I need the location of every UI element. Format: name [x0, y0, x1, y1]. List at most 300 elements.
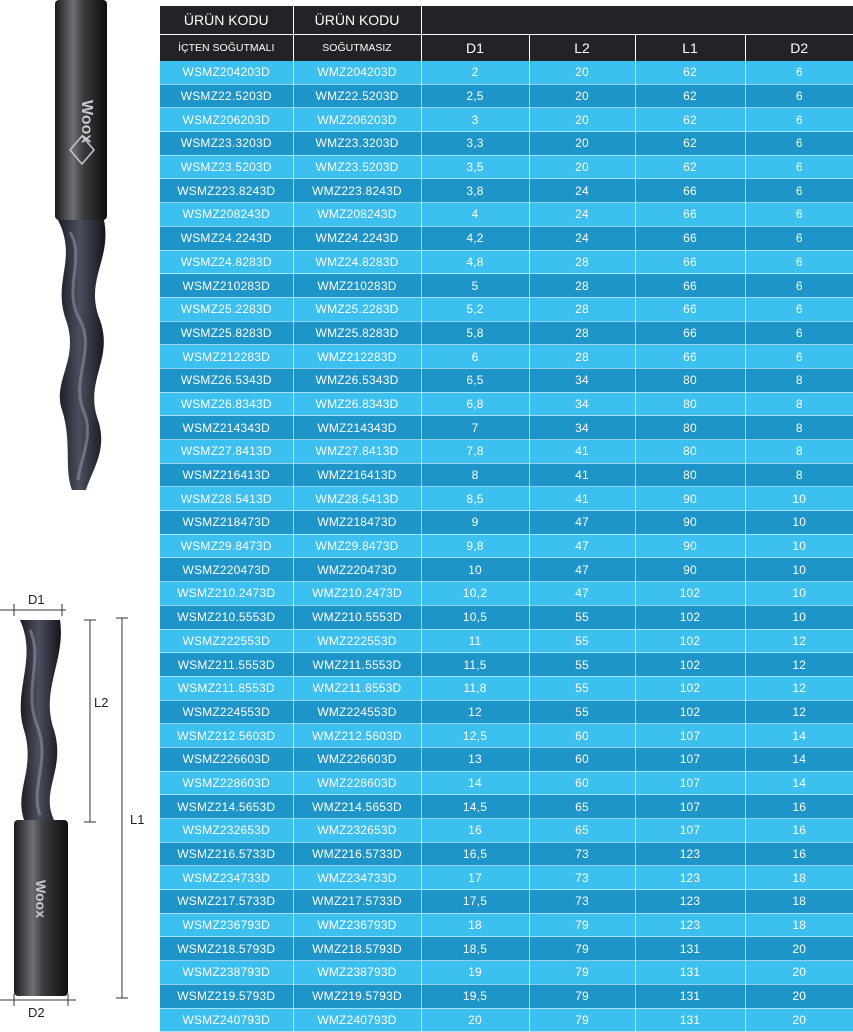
dim-label-d1: D1 — [28, 592, 45, 607]
cell-d1: 16 — [421, 819, 529, 843]
cell-code-internal: WSMZ24.8283D — [160, 250, 293, 274]
table-row — [160, 84, 853, 108]
cell-code-external: WMZ210283D — [293, 274, 421, 298]
cell-code-external: WMZ211.8553D — [293, 676, 421, 700]
table-row — [160, 629, 853, 653]
cell-l2: 60 — [529, 747, 635, 771]
cell-code-internal: WSMZ214.5653D — [160, 795, 293, 819]
cell-l2: 28 — [529, 250, 635, 274]
cell-d2: 18 — [745, 890, 853, 914]
cell-d2: 8 — [745, 392, 853, 416]
table-row — [160, 1008, 853, 1032]
cell-l2: 24 — [529, 226, 635, 250]
cell-l2: 41 — [529, 463, 635, 487]
table-row — [160, 842, 853, 866]
cell-l2: 47 — [529, 511, 635, 535]
cell-d2: 6 — [745, 155, 853, 179]
cell-code-external: WMZ24.2243D — [293, 226, 421, 250]
cell-d1: 9 — [421, 511, 529, 535]
svg-text:Woox: Woox — [78, 100, 95, 144]
cell-l2: 28 — [529, 321, 635, 345]
cell-l1: 90 — [635, 511, 745, 535]
cell-code-internal: WSMZ224553D — [160, 700, 293, 724]
cell-code-internal: WSMZ223.8243D — [160, 179, 293, 203]
table-row — [160, 487, 853, 511]
cell-d2: 12 — [745, 700, 853, 724]
cell-code-internal: WSMZ24.2243D — [160, 226, 293, 250]
cell-d2: 16 — [745, 842, 853, 866]
cell-code-internal: WSMZ25.2283D — [160, 297, 293, 321]
cell-code-internal: WSMZ220473D — [160, 558, 293, 582]
cell-code-internal: WSMZ206203D — [160, 108, 293, 132]
header-l2: L2 — [529, 35, 635, 62]
cell-code-internal: WSMZ219.5793D — [160, 984, 293, 1008]
cell-d1: 10,2 — [421, 582, 529, 606]
table-row — [160, 392, 853, 416]
cell-code-internal: WSMZ210.2473D — [160, 582, 293, 606]
cell-l2: 55 — [529, 605, 635, 629]
cell-l2: 34 — [529, 416, 635, 440]
table-row — [160, 250, 853, 274]
cell-code-external: WMZ228603D — [293, 771, 421, 795]
cell-d1: 3 — [421, 108, 529, 132]
cell-d1: 4,8 — [421, 250, 529, 274]
cell-code-external: WMZ226603D — [293, 747, 421, 771]
cell-code-internal: WSMZ236793D — [160, 913, 293, 937]
cell-d1: 3,8 — [421, 179, 529, 203]
cell-code-external: WMZ217.5733D — [293, 890, 421, 914]
cell-d1: 17 — [421, 866, 529, 890]
cell-code-internal: WSMZ23.5203D — [160, 155, 293, 179]
cell-d1: 9,8 — [421, 534, 529, 558]
cell-d2: 10 — [745, 487, 853, 511]
table-row — [160, 582, 853, 606]
cell-code-internal: WSMZ214343D — [160, 416, 293, 440]
header-l1: L1 — [635, 35, 745, 62]
cell-d1: 12 — [421, 700, 529, 724]
cell-d1: 4 — [421, 203, 529, 227]
cell-d2: 16 — [745, 795, 853, 819]
dim-label-l2: L2 — [94, 695, 109, 710]
table-row — [160, 108, 853, 132]
cell-d1: 12,5 — [421, 724, 529, 748]
cell-l2: 20 — [529, 108, 635, 132]
cell-d1: 7,8 — [421, 440, 529, 464]
cell-code-external: WMZ28.5413D — [293, 487, 421, 511]
cell-l1: 90 — [635, 487, 745, 511]
cell-d2: 6 — [745, 226, 853, 250]
cell-code-external: WMZ24.8283D — [293, 250, 421, 274]
cell-d1: 8 — [421, 463, 529, 487]
cell-d1: 16,5 — [421, 842, 529, 866]
table-row — [160, 534, 853, 558]
cell-l2: 73 — [529, 842, 635, 866]
header-product-code-1: ÜRÜN KODU — [160, 6, 293, 35]
cell-l1: 102 — [635, 676, 745, 700]
cell-d1: 11,8 — [421, 676, 529, 700]
cell-l2: 65 — [529, 819, 635, 843]
table-row — [160, 937, 853, 961]
dim-label-l1: L1 — [130, 812, 145, 827]
cell-l1: 62 — [635, 155, 745, 179]
table-row — [160, 463, 853, 487]
cell-l2: 47 — [529, 534, 635, 558]
cell-d1: 11 — [421, 629, 529, 653]
cell-l1: 107 — [635, 747, 745, 771]
table-row — [160, 653, 853, 677]
cell-code-external: WMZ223.8243D — [293, 179, 421, 203]
cell-l1: 131 — [635, 961, 745, 985]
cell-d2: 10 — [745, 558, 853, 582]
cell-code-external: WMZ29.8473D — [293, 534, 421, 558]
cell-l2: 55 — [529, 629, 635, 653]
cell-l2: 73 — [529, 890, 635, 914]
cell-d2: 16 — [745, 819, 853, 843]
header-blank — [421, 6, 853, 35]
cell-l1: 123 — [635, 842, 745, 866]
cell-d2: 6 — [745, 274, 853, 298]
cell-code-internal: WSMZ216.5733D — [160, 842, 293, 866]
cell-d2: 6 — [745, 297, 853, 321]
cell-l1: 66 — [635, 321, 745, 345]
cell-d1: 10,5 — [421, 605, 529, 629]
cell-d2: 14 — [745, 771, 853, 795]
cell-l1: 66 — [635, 297, 745, 321]
dim-label-d2: D2 — [28, 1005, 45, 1020]
cell-code-internal: WSMZ212.5603D — [160, 724, 293, 748]
cell-l2: 79 — [529, 1008, 635, 1032]
cell-code-internal: WSMZ234733D — [160, 866, 293, 890]
cell-code-internal: WSMZ212283D — [160, 345, 293, 369]
table-row — [160, 368, 853, 392]
cell-d1: 5 — [421, 274, 529, 298]
cell-l1: 131 — [635, 984, 745, 1008]
cell-l1: 80 — [635, 440, 745, 464]
table-row — [160, 61, 853, 84]
cell-d2: 6 — [745, 250, 853, 274]
cell-d2: 8 — [745, 416, 853, 440]
cell-code-external: WMZ208243D — [293, 203, 421, 227]
cell-l1: 102 — [635, 629, 745, 653]
cell-d1: 19,5 — [421, 984, 529, 1008]
table-row — [160, 155, 853, 179]
header-row-secondary — [160, 35, 853, 62]
cell-code-internal: WSMZ228603D — [160, 771, 293, 795]
cell-l1: 66 — [635, 226, 745, 250]
cell-l1: 90 — [635, 534, 745, 558]
cell-code-external: WMZ220473D — [293, 558, 421, 582]
cell-code-external: WMZ214343D — [293, 416, 421, 440]
cell-d2: 18 — [745, 866, 853, 890]
cell-code-external: WMZ210.2473D — [293, 582, 421, 606]
cell-d2: 6 — [745, 108, 853, 132]
cell-d1: 2,5 — [421, 84, 529, 108]
cell-d2: 10 — [745, 582, 853, 606]
cell-code-external: WMZ240793D — [293, 1008, 421, 1032]
cell-l1: 62 — [635, 61, 745, 84]
cell-l1: 80 — [635, 416, 745, 440]
cell-d2: 6 — [745, 179, 853, 203]
table-row — [160, 819, 853, 843]
cell-d1: 18 — [421, 913, 529, 937]
cell-l2: 60 — [529, 771, 635, 795]
cell-code-internal: WSMZ226603D — [160, 747, 293, 771]
cell-l2: 24 — [529, 179, 635, 203]
cell-l2: 79 — [529, 937, 635, 961]
cell-d1: 7 — [421, 416, 529, 440]
cell-d2: 18 — [745, 913, 853, 937]
cell-l2: 65 — [529, 795, 635, 819]
cell-code-internal: WSMZ22.5203D — [160, 84, 293, 108]
cell-code-internal: WSMZ208243D — [160, 203, 293, 227]
cell-d2: 14 — [745, 724, 853, 748]
cell-d2: 20 — [745, 984, 853, 1008]
cell-l2: 20 — [529, 84, 635, 108]
cell-l2: 20 — [529, 132, 635, 156]
cell-l2: 41 — [529, 440, 635, 464]
cell-code-internal: WSMZ222553D — [160, 629, 293, 653]
table-row — [160, 297, 853, 321]
cell-d2: 6 — [745, 345, 853, 369]
cell-code-external: WMZ214.5653D — [293, 795, 421, 819]
cell-d1: 6,5 — [421, 368, 529, 392]
cell-l1: 123 — [635, 866, 745, 890]
cell-l2: 20 — [529, 61, 635, 84]
cell-code-external: WMZ224553D — [293, 700, 421, 724]
cell-d2: 12 — [745, 629, 853, 653]
cell-d1: 8,5 — [421, 487, 529, 511]
cell-d2: 6 — [745, 203, 853, 227]
cell-d1: 3,5 — [421, 155, 529, 179]
cell-d1: 5,2 — [421, 297, 529, 321]
cell-code-internal: WSMZ26.5343D — [160, 368, 293, 392]
cell-code-external: WMZ210.5553D — [293, 605, 421, 629]
cell-l1: 107 — [635, 795, 745, 819]
table-row — [160, 511, 853, 535]
table-row — [160, 961, 853, 985]
cell-code-external: WMZ232653D — [293, 819, 421, 843]
svg-text:Woox: Woox — [33, 880, 49, 918]
cell-d1: 6,8 — [421, 392, 529, 416]
cell-l2: 28 — [529, 297, 635, 321]
table-row — [160, 558, 853, 582]
cell-l2: 55 — [529, 700, 635, 724]
table-row — [160, 700, 853, 724]
cell-code-internal: WSMZ217.5733D — [160, 890, 293, 914]
cell-code-internal: WSMZ211.8553D — [160, 676, 293, 700]
cell-l2: 47 — [529, 582, 635, 606]
cell-d2: 12 — [745, 676, 853, 700]
cell-l2: 28 — [529, 345, 635, 369]
cell-code-external: WMZ23.3203D — [293, 132, 421, 156]
cell-code-external: WMZ216413D — [293, 463, 421, 487]
table-row — [160, 274, 853, 298]
cell-code-external: WMZ25.8283D — [293, 321, 421, 345]
cell-l1: 102 — [635, 700, 745, 724]
cell-l1: 62 — [635, 108, 745, 132]
cell-l2: 79 — [529, 961, 635, 985]
table-row — [160, 321, 853, 345]
cell-l1: 131 — [635, 937, 745, 961]
cell-code-internal: WSMZ25.8283D — [160, 321, 293, 345]
cell-l1: 66 — [635, 345, 745, 369]
table-row — [160, 747, 853, 771]
cell-d1: 14,5 — [421, 795, 529, 819]
cell-l1: 66 — [635, 179, 745, 203]
cell-l1: 131 — [635, 1008, 745, 1032]
cell-d1: 11,5 — [421, 653, 529, 677]
cell-l2: 34 — [529, 368, 635, 392]
table-row — [160, 132, 853, 156]
table-row — [160, 866, 853, 890]
cell-l1: 90 — [635, 558, 745, 582]
table-row — [160, 605, 853, 629]
cell-code-external: WMZ204203D — [293, 61, 421, 84]
cell-d2: 6 — [745, 321, 853, 345]
cell-l1: 62 — [635, 132, 745, 156]
cell-code-external: WMZ236793D — [293, 913, 421, 937]
cell-d1: 18,5 — [421, 937, 529, 961]
table-row — [160, 203, 853, 227]
cell-d1: 2 — [421, 61, 529, 84]
table-row — [160, 984, 853, 1008]
cell-l1: 66 — [635, 250, 745, 274]
cell-code-external: WMZ222553D — [293, 629, 421, 653]
cell-l1: 102 — [635, 582, 745, 606]
table-row — [160, 913, 853, 937]
cell-l2: 55 — [529, 653, 635, 677]
cell-d2: 14 — [745, 747, 853, 771]
cell-l1: 102 — [635, 605, 745, 629]
table-row — [160, 771, 853, 795]
cell-d1: 10 — [421, 558, 529, 582]
cell-d2: 10 — [745, 511, 853, 535]
cell-code-external: WMZ22.5203D — [293, 84, 421, 108]
header-d2: D2 — [745, 35, 853, 62]
cell-l1: 66 — [635, 203, 745, 227]
cell-code-external: WMZ238793D — [293, 961, 421, 985]
cell-l1: 80 — [635, 463, 745, 487]
table-row — [160, 724, 853, 748]
cell-code-external: WMZ234733D — [293, 866, 421, 890]
table-row — [160, 676, 853, 700]
cell-code-external: WMZ218.5793D — [293, 937, 421, 961]
cell-code-external: WMZ206203D — [293, 108, 421, 132]
cell-l2: 41 — [529, 487, 635, 511]
product-spec-table — [160, 6, 853, 1032]
header-no-cooling: SOĞUTMASIZ — [293, 35, 421, 62]
table-row — [160, 890, 853, 914]
cell-l2: 47 — [529, 558, 635, 582]
table-row — [160, 179, 853, 203]
header-product-code-2: ÜRÜN KODU — [293, 6, 421, 35]
cell-code-external: WMZ212283D — [293, 345, 421, 369]
cell-code-internal: WSMZ218473D — [160, 511, 293, 535]
cell-d2: 10 — [745, 605, 853, 629]
cell-d2: 20 — [745, 937, 853, 961]
cell-l2: 79 — [529, 984, 635, 1008]
cell-code-internal: WSMZ240793D — [160, 1008, 293, 1032]
cell-d2: 8 — [745, 368, 853, 392]
cell-code-external: WMZ25.2283D — [293, 297, 421, 321]
header-d1: D1 — [421, 35, 529, 62]
cell-code-internal: WSMZ211.5553D — [160, 653, 293, 677]
cell-d2: 10 — [745, 534, 853, 558]
cell-code-internal: WSMZ204203D — [160, 61, 293, 84]
header-internal-cooling: İÇTEN SOĞUTMALI — [160, 35, 293, 62]
cell-code-internal: WSMZ232653D — [160, 819, 293, 843]
cell-l1: 102 — [635, 653, 745, 677]
cell-d1: 6 — [421, 345, 529, 369]
cell-code-internal: WSMZ26.8343D — [160, 392, 293, 416]
cell-d1: 5,8 — [421, 321, 529, 345]
cell-code-internal: WSMZ27.8413D — [160, 440, 293, 464]
cell-d1: 17,5 — [421, 890, 529, 914]
cell-d2: 20 — [745, 1008, 853, 1032]
cell-d1: 4,2 — [421, 226, 529, 250]
cell-code-external: WMZ23.5203D — [293, 155, 421, 179]
cell-l1: 123 — [635, 890, 745, 914]
cell-l1: 66 — [635, 274, 745, 298]
cell-l2: 24 — [529, 203, 635, 227]
cell-l2: 60 — [529, 724, 635, 748]
cell-d1: 3,3 — [421, 132, 529, 156]
table-row — [160, 226, 853, 250]
drill-photo-top — [0, 0, 160, 1024]
table-body — [160, 61, 853, 1032]
table-row — [160, 795, 853, 819]
cell-l2: 73 — [529, 866, 635, 890]
cell-code-internal: WSMZ29.8473D — [160, 534, 293, 558]
cell-code-external: WMZ212.5603D — [293, 724, 421, 748]
cell-d2: 6 — [745, 61, 853, 84]
cell-code-internal: WSMZ210.5553D — [160, 605, 293, 629]
cell-d2: 20 — [745, 961, 853, 985]
cell-code-external: WMZ219.5793D — [293, 984, 421, 1008]
cell-l1: 107 — [635, 724, 745, 748]
cell-d2: 6 — [745, 84, 853, 108]
cell-code-internal: WSMZ216413D — [160, 463, 293, 487]
cell-d1: 20 — [421, 1008, 529, 1032]
cell-code-internal: WSMZ218.5793D — [160, 937, 293, 961]
drill-illustration-panel — [0, 0, 160, 1024]
table-row — [160, 440, 853, 464]
cell-code-internal: WSMZ28.5413D — [160, 487, 293, 511]
cell-code-internal: WSMZ210283D — [160, 274, 293, 298]
header-row-primary — [160, 6, 853, 35]
cell-code-external: WMZ27.8413D — [293, 440, 421, 464]
cell-code-internal: WSMZ238793D — [160, 961, 293, 985]
cell-l2: 28 — [529, 274, 635, 298]
cell-d1: 13 — [421, 747, 529, 771]
cell-d2: 8 — [745, 440, 853, 464]
cell-l1: 107 — [635, 819, 745, 843]
cell-l1: 80 — [635, 392, 745, 416]
cell-l1: 62 — [635, 84, 745, 108]
cell-l2: 79 — [529, 913, 635, 937]
cell-code-external: WMZ26.8343D — [293, 392, 421, 416]
cell-l2: 55 — [529, 676, 635, 700]
cell-d2: 6 — [745, 132, 853, 156]
cell-l2: 20 — [529, 155, 635, 179]
table-row — [160, 416, 853, 440]
cell-d1: 14 — [421, 771, 529, 795]
cell-l1: 80 — [635, 368, 745, 392]
cell-l1: 107 — [635, 771, 745, 795]
cell-code-external: WMZ211.5553D — [293, 653, 421, 677]
cell-d2: 12 — [745, 653, 853, 677]
cell-code-external: WMZ216.5733D — [293, 842, 421, 866]
